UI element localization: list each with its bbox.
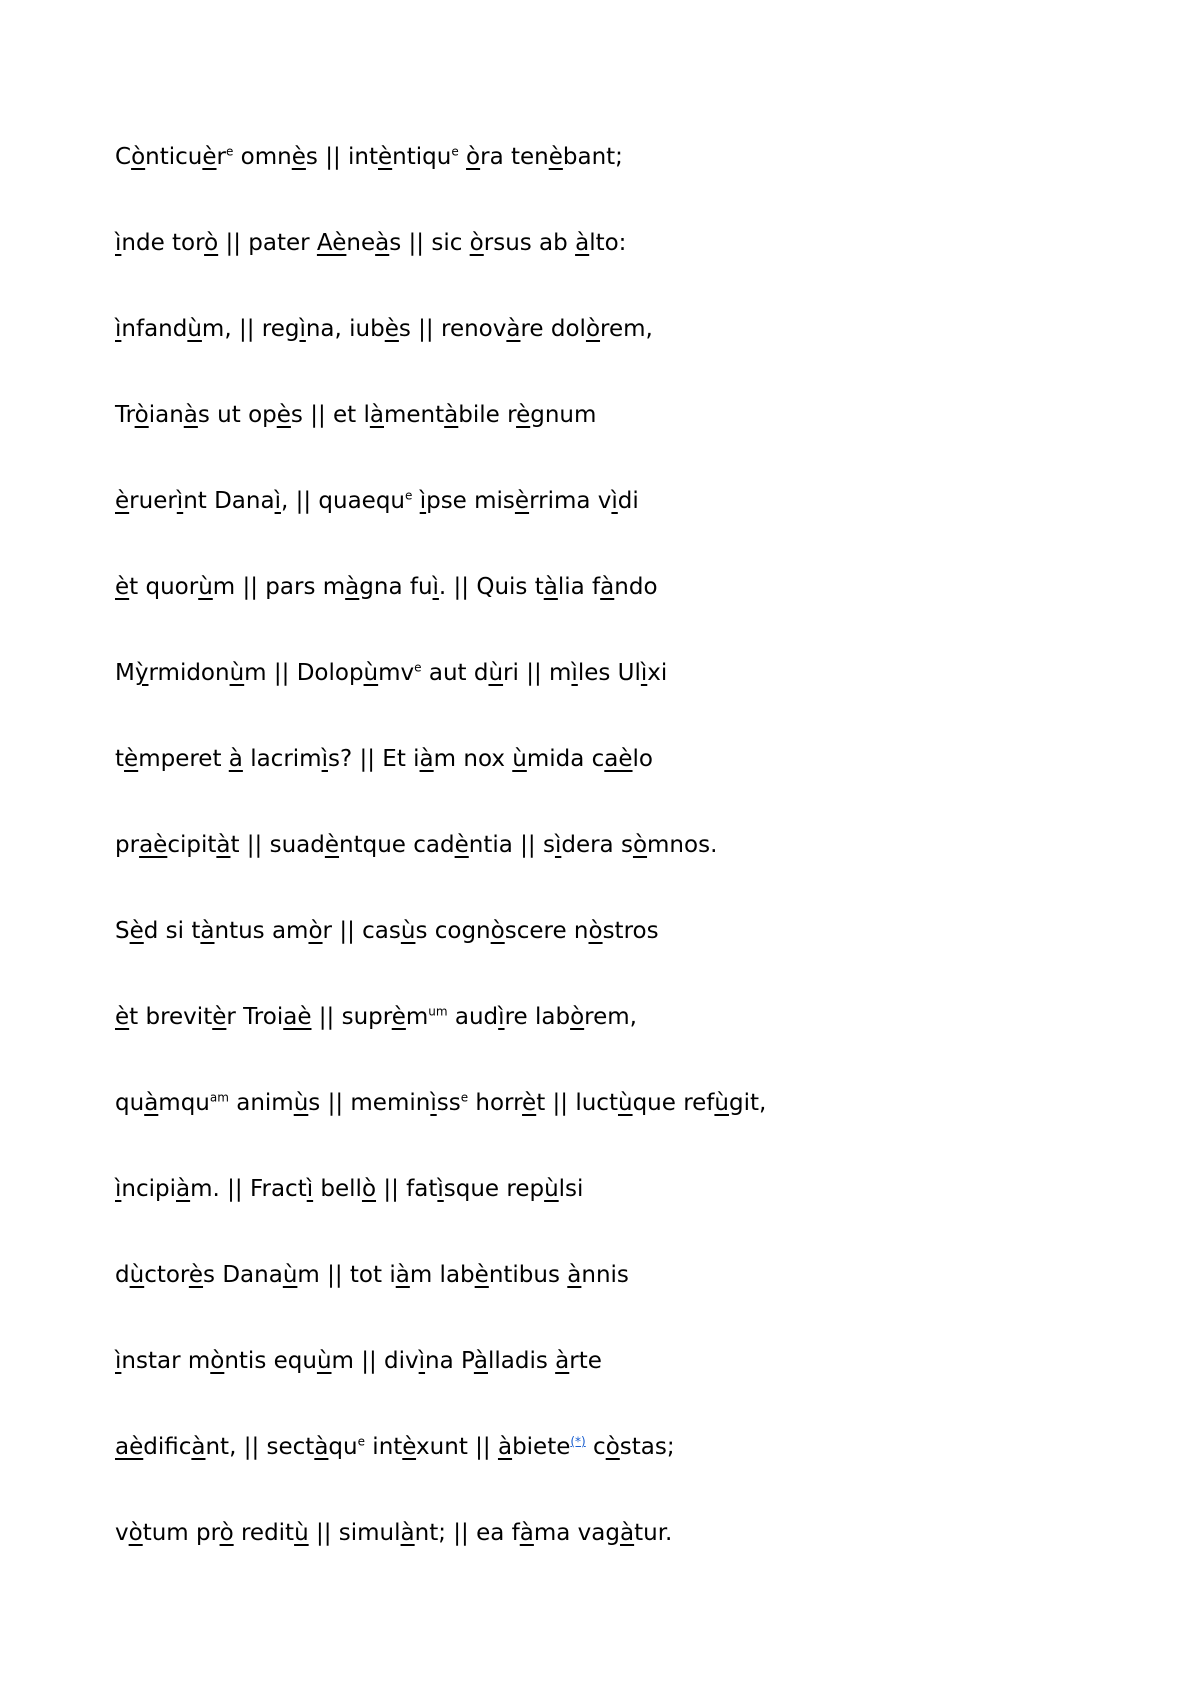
verse-text: v [115, 1520, 129, 1546]
accented-syllable: ì [611, 488, 618, 514]
verse-text: ss [436, 1090, 461, 1116]
verse-text: di [617, 488, 639, 514]
accented-syllable: è [124, 746, 139, 772]
verse-text: || pater [218, 230, 317, 256]
accented-syllable: è [391, 1004, 406, 1030]
verse-text: m || pars m [212, 574, 346, 600]
verse-line [115, 1433, 1115, 1519]
accented-syllable: ò [131, 144, 146, 170]
accented-syllable: à [620, 1520, 635, 1546]
accented-syllable: ì [321, 746, 328, 772]
accented-syllable: aè [115, 1434, 144, 1460]
accented-syllable: à [228, 746, 243, 772]
accented-syllable: ù [129, 1262, 145, 1288]
verse-text: lladis [487, 1348, 556, 1374]
verse-text: t brevit [129, 1004, 213, 1030]
verse-text: na, iub [305, 316, 385, 342]
verse-text: cipit [167, 832, 217, 858]
accented-syllable: ò [490, 918, 505, 944]
verse-text: xunt || [416, 1434, 498, 1460]
verse-text: r || cas [322, 918, 401, 944]
verse-text: ntque cad [339, 832, 455, 858]
accented-syllable: à [183, 402, 198, 428]
verse-line [115, 229, 1115, 315]
verse-text: S [115, 918, 130, 944]
verse-text: bell [313, 1176, 362, 1202]
verse-text: rem, [584, 1004, 637, 1030]
accented-syllable: ò [469, 230, 484, 256]
accented-syllable: à [473, 1348, 488, 1374]
verse-line [115, 573, 1115, 659]
accented-syllable: ù [294, 1520, 309, 1546]
accented-syllable: ù [714, 1090, 729, 1116]
accented-syllable: è [202, 144, 217, 170]
accented-syllable: ù [400, 918, 416, 944]
verse-text: lo [632, 746, 653, 772]
verse-text: ne [346, 230, 376, 256]
accented-syllable: à [216, 832, 231, 858]
accented-syllable: ò [466, 144, 481, 170]
verse-text: ian [148, 402, 184, 428]
verse-text: ntus am [214, 918, 309, 944]
verse-text: nnis [581, 1262, 629, 1288]
verse-text: s || memin [308, 1090, 431, 1116]
accented-syllable: ỳ [134, 660, 149, 686]
verse-text: nstar m [121, 1348, 211, 1374]
accented-syllable: è [291, 144, 306, 170]
accented-syllable: ò [219, 1520, 234, 1546]
accented-syllable: à [176, 1176, 191, 1202]
accented-syllable: ò [585, 316, 601, 342]
accented-syllable: ì [115, 1176, 122, 1202]
accented-syllable: è [384, 316, 399, 342]
verse-line [115, 487, 1115, 573]
verse-text: M [115, 660, 135, 686]
accented-syllable: ù [488, 660, 504, 686]
accented-syllable: à [444, 402, 459, 428]
elided-superscript: e [460, 1090, 469, 1105]
accented-syllable: à [543, 574, 558, 600]
verse-text: Tr [115, 402, 135, 428]
verse-line [115, 659, 1115, 745]
verse-text: stros [602, 918, 659, 944]
verse-line [115, 1519, 1115, 1605]
accented-syllable: ì [115, 1348, 122, 1374]
verse-text: nt; || ea f [414, 1520, 520, 1546]
accented-syllable: ù [187, 316, 202, 342]
verse-text: rsus ab [483, 230, 576, 256]
accented-syllable: è [129, 918, 144, 944]
accented-syllable: à [369, 402, 384, 428]
accented-syllable: ò [570, 1004, 585, 1030]
verse-text: gnum [530, 402, 597, 428]
verse-text: ment [384, 402, 445, 428]
verse-text: tum pr [142, 1520, 220, 1546]
accented-syllable: è [454, 832, 469, 858]
verse-text: m [405, 1004, 429, 1030]
accented-syllable: è [276, 402, 291, 428]
accented-syllable: à [575, 230, 590, 256]
verse-list [115, 143, 1115, 1605]
verse-text: t || suad [230, 832, 325, 858]
accented-syllable: ù [198, 574, 213, 600]
accented-syllable: à [600, 574, 615, 600]
verse-text: bant; [562, 144, 623, 170]
verse-text: s Dana [203, 1262, 283, 1288]
accented-syllable: ò [632, 832, 648, 858]
accented-syllable: ò [134, 402, 149, 428]
accented-syllable: ù [512, 746, 527, 772]
verse-text: m. || Fract [190, 1176, 307, 1202]
verse-text: stas; [619, 1434, 675, 1460]
accented-syllable: ù [229, 660, 245, 686]
accented-syllable: ò [210, 1348, 225, 1374]
accented-syllable: ì [571, 660, 578, 686]
verse-text: nticu [145, 144, 203, 170]
verse-text: || supr [311, 1004, 392, 1030]
verse-text [412, 488, 419, 514]
verse-text: nt, || sect [205, 1434, 315, 1460]
verse-text: ri || m [503, 660, 572, 686]
accented-syllable: è [324, 832, 340, 858]
accented-syllable: à [191, 1434, 206, 1460]
accented-syllable: ù [363, 660, 379, 686]
accented-syllable: à [395, 1262, 410, 1288]
accented-syllable: è [378, 144, 393, 170]
accented-syllable: ì [419, 488, 427, 514]
verse-text: lsi [558, 1176, 584, 1202]
verse-line [115, 831, 1115, 917]
verse-text: mperet [138, 746, 229, 772]
verse-text: r Troi [226, 1004, 284, 1030]
verse-line [115, 1089, 1115, 1175]
verse-text: qu [115, 1090, 145, 1116]
accented-syllable: ì [176, 488, 184, 514]
verse-text: dera s [561, 832, 633, 858]
verse-text: s || sic [389, 230, 470, 256]
accented-syllable: ì [498, 1004, 505, 1030]
verse-text: lacrim [242, 746, 322, 772]
accented-syllable: è [115, 574, 130, 600]
verse-text: r [216, 144, 226, 170]
accented-syllable: ò [128, 1520, 143, 1546]
verse-text: m || div [331, 1348, 419, 1374]
accented-syllable: ì [418, 1348, 426, 1374]
accented-syllable: ò [308, 918, 323, 944]
verse-line [115, 143, 1115, 229]
verse-line [115, 1003, 1115, 1089]
accented-syllable: à [419, 746, 434, 772]
verse-text: lia f [557, 574, 601, 600]
verse-text: ndo [614, 574, 658, 600]
verse-text: t [115, 746, 125, 772]
verse-text: ntia || s [468, 832, 555, 858]
verse-text: ra ten [480, 144, 549, 170]
verse-text: xi [647, 660, 668, 686]
verse-text: anim [228, 1090, 294, 1116]
verse-text: , || quaequ [280, 488, 405, 514]
verse-text: C [115, 144, 132, 170]
verse-text: bile r [458, 402, 517, 428]
accented-syllable: ù [293, 1090, 309, 1116]
accented-syllable: à [345, 574, 360, 600]
verse-text: horr [468, 1090, 523, 1116]
accented-syllable: ì [306, 1176, 314, 1202]
elided-superscript: um [428, 1004, 448, 1019]
verse-text: pr [115, 832, 140, 858]
accented-syllable: à [506, 316, 521, 342]
verse-text: git, [728, 1090, 767, 1116]
accented-syllable: à [519, 1520, 534, 1546]
verse-text: scere n [504, 918, 589, 944]
verse-text: gna fu [359, 574, 433, 600]
verse-text: nfand [121, 316, 188, 342]
verse-text: c [585, 1434, 606, 1460]
accented-syllable: ì [437, 1176, 444, 1202]
accented-syllable: à [497, 1434, 513, 1460]
verse-text: m lab [409, 1262, 475, 1288]
accented-syllable: à [314, 1434, 329, 1460]
accented-syllable: ì [432, 574, 439, 600]
verse-line [115, 1261, 1115, 1347]
verse-text: nde tor [121, 230, 205, 256]
verse-text: qu [328, 1434, 358, 1460]
elided-superscript: e [357, 1434, 365, 1449]
verse-text: dific [143, 1434, 192, 1460]
verse-text: d si t [143, 918, 201, 944]
elided-superscript: e [414, 660, 422, 675]
accented-syllable: ì [430, 1090, 437, 1116]
verse-text: redit [233, 1520, 295, 1546]
accented-syllable: è [516, 402, 531, 428]
verse-text: s? || Et i [327, 746, 420, 772]
accented-syllable: ù [617, 1090, 633, 1116]
accented-syllable: à [375, 230, 390, 256]
verse-text: s ut op [197, 402, 277, 428]
accented-syllable: à [200, 918, 215, 944]
elided-superscript: e [451, 144, 459, 159]
accented-syllable: è [522, 1090, 537, 1116]
accented-syllable: ù [282, 1262, 298, 1288]
verse-text: m nox [433, 746, 513, 772]
verse-text: que ref [632, 1090, 715, 1116]
verse-text: ntibus [488, 1262, 568, 1288]
verse-text: int [365, 1434, 403, 1460]
accented-syllable: ù [544, 1176, 559, 1202]
verse-text: lto: [589, 230, 627, 256]
accented-syllable: è [402, 1434, 417, 1460]
accented-syllable: ò [204, 230, 219, 256]
verse-text: mnos. [647, 832, 718, 858]
verse-line [115, 401, 1115, 487]
verse-text: rrima v [529, 488, 612, 514]
accented-syllable: ò [588, 918, 603, 944]
verse-text: s || renov [398, 316, 507, 342]
verse-text: tur. [634, 1520, 673, 1546]
verse-text: omn [233, 144, 292, 170]
verse-text: s || int [305, 144, 378, 170]
verse-text: rte [569, 1348, 602, 1374]
verse-text: mqu [158, 1090, 210, 1116]
accented-syllable: è [115, 488, 130, 514]
verse-text: re lab [504, 1004, 571, 1030]
accented-syllable: aè [139, 832, 168, 858]
verse-text: mv [378, 660, 415, 686]
verse-text: nt Dana [183, 488, 275, 514]
accented-syllable: Aè [316, 230, 347, 256]
accented-syllable: è [514, 488, 530, 514]
verse-text: d [115, 1262, 130, 1288]
verse-line [115, 315, 1115, 401]
verse-line [115, 1347, 1115, 1433]
verse-text: ruer [129, 488, 177, 514]
verse-text: || simul [308, 1520, 401, 1546]
verse-text: || fat [376, 1176, 438, 1202]
verse-text: ma vag [533, 1520, 620, 1546]
accented-syllable: ì [640, 660, 648, 686]
accented-syllable: ò [605, 1434, 620, 1460]
verse-text: pse mis [426, 488, 515, 514]
verse-line [115, 917, 1115, 1003]
verse-line [115, 1175, 1115, 1261]
verse-text: mida c [526, 746, 605, 772]
accented-syllable: è [474, 1262, 489, 1288]
accented-syllable: è [548, 144, 563, 170]
verse-line [115, 745, 1115, 831]
verse-text: ntiqu [392, 144, 452, 170]
verse-text: les Ul [577, 660, 641, 686]
accented-syllable: ì [274, 488, 281, 514]
accented-syllable: ì [115, 230, 122, 256]
verse-text: biete [512, 1434, 571, 1460]
accented-syllable: è [212, 1004, 227, 1030]
accented-syllable: aè [283, 1004, 312, 1030]
verse-text: s cogn [415, 918, 491, 944]
verse-text: t || luct [536, 1090, 618, 1116]
elided-superscript: am [209, 1090, 229, 1105]
accented-syllable: aè [604, 746, 633, 772]
verse-text: m || tot i [297, 1262, 396, 1288]
verse-text: rem, [600, 316, 653, 342]
verse-text: aut d [421, 660, 489, 686]
verse-text: ctor [144, 1262, 189, 1288]
accented-syllable: à [400, 1520, 415, 1546]
verse-text: m, || reg [201, 316, 300, 342]
verse-text: s || et l [290, 402, 370, 428]
accented-syllable: è [115, 1004, 130, 1030]
verse-text: . || Quis t [438, 574, 544, 600]
elided-superscript: e [225, 144, 234, 159]
accented-syllable: à [144, 1090, 159, 1116]
accented-syllable: ò [361, 1176, 377, 1202]
verse-text: ncipi [121, 1176, 176, 1202]
elided-superscript: e [405, 488, 413, 503]
footnote-link[interactable]: (*) [570, 1434, 586, 1449]
verse-text: t quor [129, 574, 199, 600]
verse-text: m || Dolop [244, 660, 364, 686]
verse-text: sque rep [443, 1176, 545, 1202]
accented-syllable: ù [316, 1348, 332, 1374]
accented-syllable: ì [299, 316, 306, 342]
accented-syllable: è [188, 1262, 204, 1288]
verse-text [459, 144, 466, 170]
verse-text: ntis equ [224, 1348, 317, 1374]
accented-syllable: à [555, 1348, 570, 1374]
accented-syllable: à [567, 1262, 582, 1288]
verse-text: re dol [520, 316, 586, 342]
verse-text: aud [447, 1004, 499, 1030]
verse-text: na P [425, 1348, 474, 1374]
accented-syllable: ì [554, 832, 562, 858]
accented-syllable: ì [115, 316, 122, 342]
verse-text: rmidon [148, 660, 230, 686]
